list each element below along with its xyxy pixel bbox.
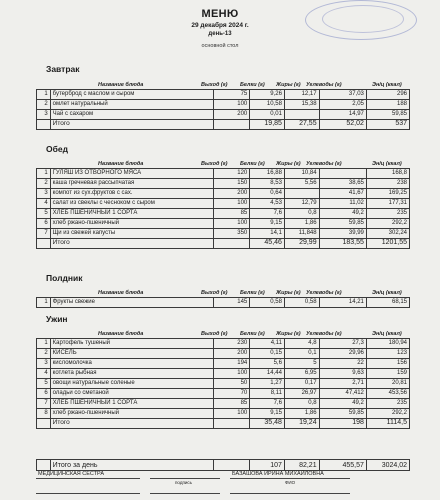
meal-table [36, 338, 410, 429]
column-header-output: Выход (г) [201, 331, 228, 337]
dish-output: 200 [213, 349, 250, 359]
row-number: 7 [37, 229, 51, 239]
section-title: Полдник [46, 273, 83, 283]
dish-fat: 1,86 [284, 219, 319, 229]
dish-name: каша гречневая рассыпчатая [50, 179, 213, 189]
signature-line-role [36, 478, 140, 479]
dish-carbs: 49,2 [319, 399, 366, 409]
dish-energy: 168,8 [366, 169, 409, 179]
column-header-output: Выход (г) [201, 161, 228, 167]
dish-energy: 177,31 [366, 199, 409, 209]
grand-total-fat: 82,21 [284, 460, 319, 471]
section-title: Обед [46, 144, 68, 154]
dish-output: 150 [213, 179, 250, 189]
dish-name: омлет натуральный [50, 100, 213, 110]
total-energy: 1114,5 [366, 419, 409, 429]
dish-name: компот из сух.фруктов с сах. [50, 189, 213, 199]
dish-fat: 6,95 [284, 369, 319, 379]
column-header-energy: Эн/ц (ккал) [372, 161, 402, 167]
dish-protein: 9,15 [250, 219, 285, 229]
table-row [37, 389, 410, 399]
dish-output: 194 [213, 359, 250, 369]
total-protein: 45,46 [250, 239, 285, 249]
dish-fat: 15,38 [284, 100, 319, 110]
dish-fat: 26,97 [284, 389, 319, 399]
dish-fat [284, 189, 319, 199]
total-energy: 537 [366, 120, 409, 130]
dish-energy: 188 [366, 100, 409, 110]
dish-carbs: 9,63 [319, 369, 366, 379]
menu-type: основной стол [201, 43, 239, 49]
dish-protein: 4,11 [250, 339, 285, 349]
dish-energy: 235 [366, 209, 409, 219]
total-fat: 19,24 [284, 419, 319, 429]
dish-protein: 0,64 [250, 189, 285, 199]
dish-carbs: 29,96 [319, 349, 366, 359]
dish-output: 350 [213, 229, 250, 239]
dish-carbs: 22 [319, 359, 366, 369]
dish-carbs: 59,85 [319, 219, 366, 229]
row-number: 3 [37, 359, 51, 369]
column-header-protein: Белки (г) [240, 331, 265, 337]
dish-fat: 4,8 [284, 339, 319, 349]
dish-carbs: 39,99 [319, 229, 366, 239]
table-row [37, 100, 410, 110]
column-header-name: Название блюда [98, 331, 144, 337]
table-row [37, 409, 410, 419]
row-number: 3 [37, 110, 51, 120]
dish-carbs: 2,05 [319, 100, 366, 110]
signature-line-name [230, 478, 350, 479]
signature-line [150, 478, 220, 479]
column-header-protein: Белки (г) [240, 161, 265, 167]
section-title: Ужин [46, 314, 68, 324]
dish-name: хлеб ржано-пшеничный [50, 409, 213, 419]
person-name: БАЗАШОВА ИРИНА МИХАЙЛОВНА [232, 471, 324, 477]
row-number: 8 [37, 409, 51, 419]
dish-output: 200 [213, 189, 250, 199]
role-label: МЕДИЦИНСКАЯ СЕСТРА [38, 471, 105, 477]
dish-output: 85 [213, 399, 250, 409]
row-number: 2 [37, 349, 51, 359]
column-header-output: Выход (г) [201, 290, 228, 296]
signature-line-2 [36, 493, 140, 494]
dish-energy: 180,94 [366, 339, 409, 349]
dish-fat: 1,86 [284, 409, 319, 419]
column-header-carbs: Углеводы (г) [306, 331, 342, 337]
table-row [37, 369, 410, 379]
dish-protein: 7,6 [250, 209, 285, 219]
total-output [213, 239, 250, 249]
dish-name: ХЛЕБ ПШЕНИЧНЫЙ 1 СОРТА [50, 399, 213, 409]
total-row [37, 120, 410, 130]
table-row [37, 179, 410, 189]
dish-energy: 235 [366, 399, 409, 409]
dish-name: КИСЕЛЬ [50, 349, 213, 359]
dish-energy: 292,2 [366, 409, 409, 419]
dish-energy: 292,2 [366, 219, 409, 229]
table-row [37, 349, 410, 359]
dish-carbs: 27,3 [319, 339, 366, 349]
menu-day: день-13 [208, 31, 232, 37]
total-carbs: 183,55 [319, 239, 366, 249]
row-number: 1 [37, 90, 51, 100]
table-row [37, 379, 410, 389]
dish-fat: 12,17 [284, 90, 319, 100]
total-protein: 35,48 [250, 419, 285, 429]
dish-carbs: 37,03 [319, 90, 366, 100]
section-title: Завтрак [46, 64, 80, 74]
dish-protein: 1,27 [250, 379, 285, 389]
table-row [37, 169, 410, 179]
dish-protein: 0,15 [250, 349, 285, 359]
dish-fat: 0,17 [284, 379, 319, 389]
dish-carbs: 47,412 [319, 389, 366, 399]
dish-energy: 123 [366, 349, 409, 359]
dish-protein: 4,53 [250, 199, 285, 209]
row-number: 6 [37, 389, 51, 399]
dish-energy: 20,81 [366, 379, 409, 389]
row-number: 5 [37, 209, 51, 219]
grand-total-row [36, 459, 410, 471]
dish-fat: 11,848 [284, 229, 319, 239]
dish-carbs: 59,85 [319, 409, 366, 419]
dish-fat: 0,8 [284, 399, 319, 409]
dish-protein: 16,88 [250, 169, 285, 179]
column-header-carbs: Углеводы (г) [306, 290, 342, 296]
dish-name: бутерброд с маслом и сыром [50, 90, 213, 100]
table-row [37, 298, 410, 308]
dish-name: овощи натуральные соленые [50, 379, 213, 389]
dish-protein: 7,6 [250, 399, 285, 409]
total-fat: 29,99 [284, 239, 319, 249]
total-label: Итого [50, 120, 213, 130]
dish-carbs: 41,67 [319, 189, 366, 199]
meal-table [36, 297, 410, 308]
dish-name: ГУЛЯШ ИЗ ОТВОРНОГО МЯСА [50, 169, 213, 179]
column-header-protein: Белки (г) [240, 290, 265, 296]
dish-name: Фрукты свежие [50, 298, 213, 308]
dish-name: оладьи со сметаной [50, 389, 213, 399]
dish-carbs: 2,71 [319, 379, 366, 389]
dish-fat: 0,1 [284, 349, 319, 359]
dish-name: кисломолочка [50, 359, 213, 369]
table-row [37, 189, 410, 199]
grand-total-energy: 3024,02 [366, 460, 409, 471]
page-title: МЕНЮ [201, 8, 239, 20]
dish-fat: 0,8 [284, 209, 319, 219]
dish-protein: 10,58 [250, 100, 285, 110]
dish-carbs [319, 169, 366, 179]
total-energy: 1201,55 [366, 239, 409, 249]
dish-output: 145 [213, 298, 250, 308]
total-label: Итого [50, 419, 213, 429]
signature-line-4 [230, 493, 350, 494]
dish-protein: 5,6 [250, 359, 285, 369]
meal-table [36, 168, 410, 249]
dish-protein: 8,53 [250, 179, 285, 189]
row-number: 1 [37, 298, 51, 308]
column-header-carbs: Углеводы (г) [306, 161, 342, 167]
grand-total-label: Итого за день [50, 460, 213, 471]
row-number: 7 [37, 399, 51, 409]
dish-fat: 10,84 [284, 169, 319, 179]
dish-fat: 0,58 [284, 298, 319, 308]
dish-energy: 159 [366, 369, 409, 379]
table-row [37, 209, 410, 219]
column-header-energy: Эн/ц (ккал) [372, 290, 402, 296]
table-row [37, 219, 410, 229]
signature-caption: подпись [175, 480, 193, 485]
dish-energy: 238 [366, 179, 409, 189]
dish-name: ХЛЕБ ПШЕНИЧНЫЙ 1 СОРТА [50, 209, 213, 219]
row-number: 1 [37, 169, 51, 179]
dish-output: 85 [213, 209, 250, 219]
column-header-output: Выход (г) [201, 82, 228, 88]
total-label: Итого [50, 239, 213, 249]
row-number: 1 [37, 339, 51, 349]
column-header-protein: Белки (г) [240, 82, 265, 88]
dish-energy: 68,15 [366, 298, 409, 308]
dish-protein: 9,26 [250, 90, 285, 100]
total-carbs: 198 [319, 419, 366, 429]
dish-energy: 453,56 [366, 389, 409, 399]
column-header-fat: Жиры (г) [276, 161, 301, 167]
table-row [37, 90, 410, 100]
table-row [37, 359, 410, 369]
column-header-name: Название блюда [98, 82, 144, 88]
dish-output: 100 [213, 369, 250, 379]
grand-total-protein: 107 [250, 460, 285, 471]
column-header-energy: Эн/ц (ккал) [372, 331, 402, 337]
dish-fat: 5,56 [284, 179, 319, 189]
dish-name: салат из свеклы с чесноком с сыром [50, 199, 213, 209]
dish-protein: 14,1 [250, 229, 285, 239]
dish-energy: 169,25 [366, 189, 409, 199]
total-output [213, 419, 250, 429]
table-row [37, 399, 410, 409]
total-fat: 27,55 [284, 120, 319, 130]
row-number: 6 [37, 219, 51, 229]
grand-total-carbs: 455,57 [319, 460, 366, 471]
meal-table [36, 89, 410, 130]
row-number: 4 [37, 199, 51, 209]
column-header-fat: Жиры (г) [276, 331, 301, 337]
dish-output: 230 [213, 339, 250, 349]
total-row [37, 419, 410, 429]
dish-carbs: 14,97 [319, 110, 366, 120]
row-number: 2 [37, 100, 51, 110]
total-row [37, 239, 410, 249]
row-number: 5 [37, 379, 51, 389]
dish-fat [284, 110, 319, 120]
column-header-name: Название блюда [98, 161, 144, 167]
dish-energy: 156 [366, 359, 409, 369]
dish-name: Щи из свежей капусты [50, 229, 213, 239]
row-number: 3 [37, 189, 51, 199]
dish-name: котлета рыбная [50, 369, 213, 379]
dish-energy: 59,85 [366, 110, 409, 120]
table-row [37, 339, 410, 349]
dish-energy: 302,24 [366, 229, 409, 239]
dish-protein: 8,11 [250, 389, 285, 399]
dish-output: 100 [213, 219, 250, 229]
dish-protein: 14,44 [250, 369, 285, 379]
column-header-carbs: Углеводы (г) [306, 82, 342, 88]
total-blank [37, 419, 51, 429]
dish-output: 100 [213, 199, 250, 209]
dish-carbs: 14,21 [319, 298, 366, 308]
dish-output: 100 [213, 100, 250, 110]
dish-name: Чай с сахаром [50, 110, 213, 120]
signature-line-3 [150, 493, 220, 494]
dish-protein: 9,15 [250, 409, 285, 419]
dish-protein: 0,01 [250, 110, 285, 120]
table-row [37, 110, 410, 120]
dish-output: 70 [213, 389, 250, 399]
menu-date: 29 декабря 2024 г. [191, 22, 249, 29]
total-blank [37, 120, 51, 130]
person-caption: ФИО [285, 480, 296, 485]
column-header-name: Название блюда [98, 290, 144, 296]
dish-carbs: 38,65 [319, 179, 366, 189]
row-number: 4 [37, 369, 51, 379]
total-output [213, 120, 250, 130]
row-number: 2 [37, 179, 51, 189]
dish-name: Картофель тушеный [50, 339, 213, 349]
dish-output: 50 [213, 379, 250, 389]
dish-name: хлеб ржано-пшеничный [50, 219, 213, 229]
column-header-energy: Эн/ц (ккал) [372, 82, 402, 88]
dish-fat: 5 [284, 359, 319, 369]
table-row [37, 229, 410, 239]
column-header-fat: Жиры (г) [276, 290, 301, 296]
table-row [37, 199, 410, 209]
dish-protein: 0,58 [250, 298, 285, 308]
dish-carbs: 11,02 [319, 199, 366, 209]
total-carbs: 52,02 [319, 120, 366, 130]
dish-output: 100 [213, 409, 250, 419]
column-header-fat: Жиры (г) [276, 82, 301, 88]
dish-carbs: 49,2 [319, 209, 366, 219]
total-blank [37, 239, 51, 249]
dish-output: 120 [213, 169, 250, 179]
dish-energy: 296 [366, 90, 409, 100]
dish-output: 75 [213, 90, 250, 100]
dish-output: 200 [213, 110, 250, 120]
dish-fat: 12,79 [284, 199, 319, 209]
total-protein: 19,85 [250, 120, 285, 130]
